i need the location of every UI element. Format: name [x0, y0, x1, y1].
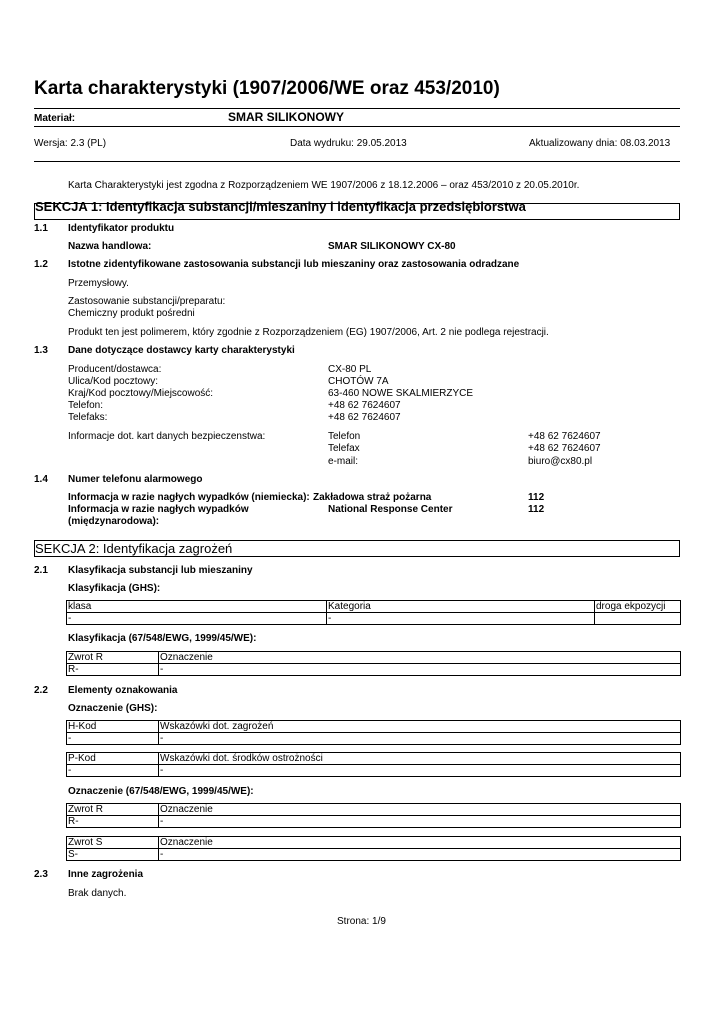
ghs-classification-table	[66, 600, 681, 625]
subsection-number: 1.1	[34, 223, 48, 234]
table-header-cell: H-Kod	[67, 721, 159, 733]
subsection-number: 2.3	[34, 869, 48, 880]
section-2-title: SEKCJA 2: Identyfikacja zagrożeń	[35, 541, 233, 556]
subsection-number: 2.2	[34, 685, 48, 696]
table-cell: -	[67, 613, 327, 625]
emergency-label: Informacja w razie nagłych wypadków (niemiecka):	[68, 492, 310, 503]
contact-label: Telefax	[328, 443, 360, 454]
use-line-2: Chemiczny produkt pośredni	[68, 308, 195, 319]
emergency-name: National Response Center	[328, 504, 453, 515]
table-header-cell: P-Kod	[67, 753, 159, 765]
p-code-table	[66, 752, 681, 777]
table-cell: -	[67, 765, 159, 777]
table-header-cell: klasa	[67, 601, 327, 613]
table-header-cell: Oznaczenie	[159, 837, 681, 849]
print-date: Data wydruku: 29.05.2013	[290, 138, 407, 149]
table-header-cell: Wskazówki dot. środków ostrożności	[159, 753, 681, 765]
table-header-cell: Zwrot R	[67, 652, 159, 664]
version-divider	[34, 161, 680, 162]
updated-date: Aktualizowany dnia: 08.03.2013	[529, 138, 671, 149]
table-header-cell: droga ekpozycji	[595, 601, 681, 613]
emergency-label: (międzynarodowa):	[68, 516, 160, 527]
table-header-cell: Oznaczenie	[159, 652, 681, 664]
emergency-number: 112	[528, 492, 545, 503]
supplier-label: Ulica/Kod pocztowy:	[68, 376, 159, 387]
h-code-table	[66, 720, 681, 745]
ewg-classification-table	[66, 651, 681, 676]
ewg-heading: Klasyfikacja (67/548/EWG, 1999/45/WE):	[68, 633, 257, 644]
supplier-value: +48 62 7624607	[328, 400, 401, 411]
table-cell: -	[159, 765, 681, 777]
r-phrase-table	[66, 803, 681, 828]
supplier-value: CX-80 PL	[328, 364, 372, 375]
trade-name-value: SMAR SILIKONOWY CX-80	[328, 241, 456, 252]
subsection-title: Dane dotyczące dostawcy karty charakterystyki	[68, 345, 295, 356]
no-data-text: Brak danych.	[68, 888, 127, 899]
supplier-value: +48 62 7624607	[328, 412, 401, 423]
subsection-title: Inne zagrożenia	[68, 869, 144, 880]
subsection-number: 1.4	[34, 474, 48, 485]
document-title: Karta charakterystyki (1907/2006/WE oraz 453/2010)	[34, 78, 500, 99]
page-number: Strona: 1/9	[337, 916, 386, 927]
subsection-number: 1.3	[34, 345, 48, 356]
emergency-name: Zakładowa straż pożarna	[313, 492, 432, 503]
material-value: SMAR SILIKONOWY	[228, 110, 344, 124]
label-ghs-heading: Oznaczenie (GHS):	[68, 703, 158, 714]
table-cell: S-	[67, 849, 159, 861]
table-header-cell: Kategoria	[327, 601, 595, 613]
contact-label: e-mail:	[328, 456, 359, 467]
header-divider	[34, 108, 680, 109]
label-ewg-heading: Oznaczenie (67/548/EWG, 1999/45/WE):	[68, 786, 254, 797]
contact-value: +48 62 7624607	[528, 443, 601, 454]
subsection-number: 2.1	[34, 565, 48, 576]
table-cell: -	[159, 849, 681, 861]
supplier-label: Producent/dostawca:	[68, 364, 162, 375]
version: Wersja: 2.3 (PL)	[34, 138, 107, 149]
supplier-label: Telefaks:	[68, 412, 108, 423]
ghs-heading: Klasyfikacja (GHS):	[68, 583, 161, 594]
table-header-cell: Wskazówki dot. zagrożeń	[159, 721, 681, 733]
supplier-label: Telefon:	[68, 400, 104, 411]
trade-name-label: Nazwa handlowa:	[68, 241, 152, 252]
table-header-cell: Oznaczenie	[159, 804, 681, 816]
supplier-value: 63-460 NOWE SKALMIERZYCE	[328, 388, 474, 399]
info-label: Informacje dot. kart danych bezpieczenstwa:	[68, 431, 266, 442]
section-1-title: SEKCJA 1: Identyfikacja substancji/mieszaniny i identyfikacja przedsiębiorstwa	[35, 199, 526, 214]
use-industrial: Przemysłowy.	[68, 278, 129, 289]
subsection-number: 1.2	[34, 259, 48, 270]
table-cell: -	[159, 664, 681, 676]
table-cell: -	[67, 733, 159, 745]
subsection-title: Istotne zidentyfikowane zastosowania substancji lub mieszaniny oraz zastosowania odradzane	[68, 259, 520, 270]
table-cell: -	[159, 733, 681, 745]
polymer-note: Produkt ten jest polimerem, który zgodnie z Rozporządzeniem (EG) 1907/2006, Art. 2 nie podlega rejestracji.	[68, 327, 549, 338]
s-phrase-table	[66, 836, 681, 861]
table-cell: R-	[67, 664, 159, 676]
email-link[interactable]: biuro@cx80.pl	[528, 456, 593, 467]
table-cell: R-	[67, 816, 159, 828]
table-cell: -	[159, 816, 681, 828]
subsection-title: Identyfikator produktu	[68, 223, 175, 234]
emergency-label: Informacja w razie nagłych wypadków	[68, 504, 249, 515]
contact-label: Telefon	[328, 431, 361, 442]
material-divider	[34, 126, 680, 127]
subsection-title: Numer telefonu alarmowego	[68, 474, 203, 485]
emergency-number: 112	[528, 504, 545, 515]
material-label: Materiał:	[34, 113, 76, 124]
use-line-1: Zastosowanie substancji/preparatu:	[68, 296, 226, 307]
table-cell: -	[327, 613, 595, 625]
intro-text: Karta Charakterystyki jest zgodna z Rozporządzeniem WE 1907/2006 z 18.12.2006 – oraz 453/2010 z 20.05.2010r.	[68, 180, 580, 191]
supplier-label: Kraj/Kod pocztowy/Miejscowość:	[68, 388, 214, 399]
table-cell	[595, 613, 681, 625]
subsection-title: Elementy oznakowania	[68, 685, 178, 696]
supplier-value: CHOTÓW 7A	[328, 376, 389, 387]
subsection-title: Klasyfikacja substancji lub mieszaniny	[68, 565, 253, 576]
table-header-cell: Zwrot R	[67, 804, 159, 816]
table-header-cell: Zwrot S	[67, 837, 159, 849]
contact-value: +48 62 7624607	[528, 431, 601, 442]
